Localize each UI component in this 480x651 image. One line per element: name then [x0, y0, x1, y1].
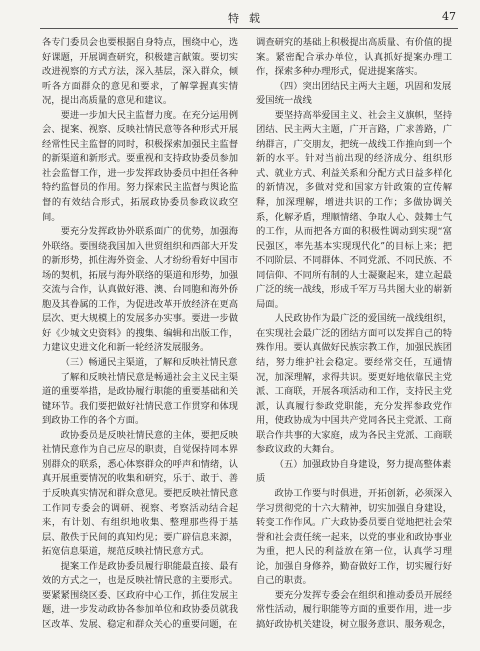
section-heading: （三）畅通民主渠道，了解和反映社情民意: [60, 357, 238, 369]
paragraph: 人民政协作为最广泛的爱国统一战线组织，在实现社会最广泛的团结方面可以发挥自己的特殊作用。要认真做好民族宗教工作，加强民族团结，努力维护社会稳定。要经常交任，互通情况，加深理解，求得共识。要更好地依靠民主党派、工商联，开展各项活动和工作，支持民主党派，认真履行参政党职能，充分发挥参政党作用，使政协成为中国共产党同各民主党派、工商联合作共事的大家庭，成为各民主党派、工商联参政议政的大舞台。: [256, 313, 452, 456]
paragraph: 提案工作是政协委员履行职能最直接、最有效的方式之一，也是反映社情民意的主要形式。要紧紧围绕区委、区政府中心工作，抓住发展主题，进一步发动政协各参加单位和政协委员就我区改革、发展、稳定和群众关心的重要问题，在: [42, 560, 238, 630]
page-header: [40, 8, 458, 29]
paragraph: 政协委员是反映社情民意的主体，要把反映社情民意作为自己应尽的职责，自觉保持同本界别群众的联系，悉心体察群众的呼声和情绪，认真开展重要情况的收集和研究，乐于、敢于、善于反映真实情况和群众意见。要把反映社情民意工作同专委会的调研、视察、考察活动结合起来，有计划、有组织地收集、整理那些得于基层、散佚于民间的真知灼见；要广辟信息来源，拓宽信息渠道，规范反映社情民意方式。: [42, 429, 238, 558]
left-column: [42, 36, 238, 632]
paragraph: 要充分发挥政协外联系面广的优势，加强海外联络。要围绕我国加入世贸组织和西部大开发的新形势，抓住海外资金、人才纷纷看好中国市场的契机，拓展与海外联络的渠道和形势，加强交流与合作，认真做好港、澳、台同胞和海外侨胞及其眷属的工作，为促进改革开放经济在更高层次、更大规模上的发展多办实事。要进一步做好《少城文史资料》的搜集、编辑和出版工作，力建议史进文化和新一轮经济发展服务。: [42, 226, 238, 354]
right-column: [256, 36, 452, 632]
paragraph: 调查研究的基础上积极提出高质量、有价值的提案。紧密配合承办单位，认真抓好提案办理工作，探索多种办理形式，促进提案落实。: [256, 37, 452, 78]
paragraph: 了解和反映社情民意是畅通社会主义民主渠道的重要举措，是政协履行职能的重要基础和关键环节。我们要把做好社情民意工作贯穿和体现到政协工作的各个方面。: [42, 371, 238, 427]
section-heading: （五）加强政协自身建设，努力提高整体素质: [256, 458, 452, 485]
paragraph: 要坚持高举爱国主义、社会主义旗帜，坚持团结、民主两大主题，广开言路，广求善路，广纳群言，广交朋友，把统一战线工作推向到一个新的水平。针对当前出现的经济成分、组织形式、就业方式、利益关系和分配方式日益多样化的新情况，多做对党和国家方针政策的宣传解释，加深理解，增进共识的工作；多做协调关系，化解矛盾，理顺情绪、争取人心、鼓舞士气的工作，从而把各方面的积极性调动到实现“富民强区，率先基本实现现代化”的目标上来；把不同阶层、不同群体、不同党派、不同民族、不同信仰、不同所有制的人士凝聚起来，建立起最广泛的统一战线，形成千军万马共图大业的崭新局面。: [256, 109, 452, 310]
paragraph: 政协工作要与时俱进，开拓创新，必须深入学习贯彻党的十六大精神，切实加强自身建设，转变工作作风。广大政协委员要自觉地把社会荣誉和社会责任统一起来，以党的事业和政协事业为重，把人民的利益放在第一位，认真学习理论，加强自身修养，勤奋做好工作，切实履行好自己的职责。: [256, 487, 452, 587]
page-number: 47: [442, 10, 456, 23]
running-title: 特载: [228, 12, 270, 25]
paragraph: 各专门委员会也要根据自身特点，围绕中心，选好课题，开展调查研究，积极建言献策。要切实改进视察的方式方法，深入基层，深入群众，倾听各方面群众的意见和要求，了解掌握真实情况，提出高质量的意见和建议。: [42, 37, 238, 107]
paragraph: 要充分发挥专委会在组织和推动委员开展经常性活动，履行职能等方面的重要作用，进一步搞好政协机关建设，树立服务意识、服务观念，: [256, 589, 452, 630]
paragraph: 要进一步加大民主监督力度。在充分运用例会、提案、视察、反映社情民意等各种形式开展经常性民主监督的同时，积极探索加强民主监督的新渠道和新形式。要重视和支持政协委员参加社会监督工作，进一步发挥政协委员中担任各种特约监督员的作用。努力探索民主监督与舆论监督的有效结合形式，拓展政协委员参政议政空间。: [42, 109, 238, 223]
section-heading: （四）突出团结民主两大主题，巩固和发展爱国统一战线: [256, 80, 452, 107]
